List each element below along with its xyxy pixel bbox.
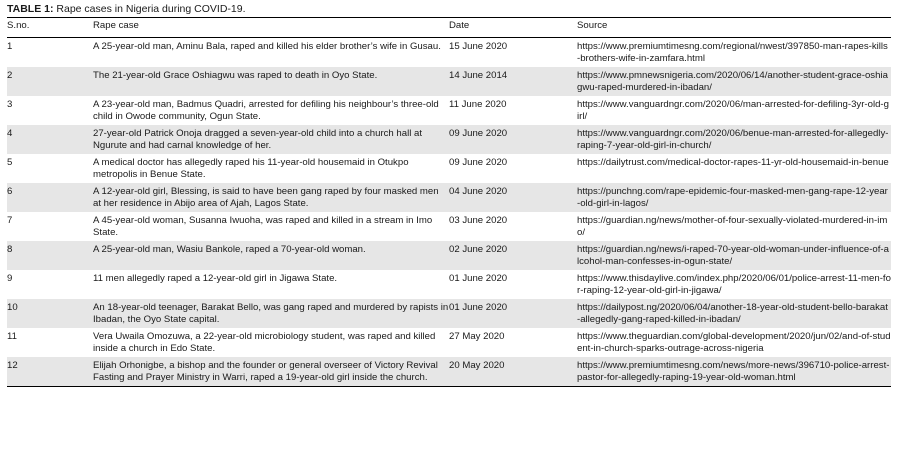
cell-rape-case: The 21-year-old Grace Oshiagwu was raped to death in Oyo State. (93, 70, 378, 81)
cell-rape-case: 27-year-old Patrick Onoja dragged a seven-year-old child into a church hall at Ngurute and had carnal knowledge of her. (93, 128, 423, 151)
header-rape-case: Rape case (93, 20, 139, 31)
cell-source: https://dailytrust.com/medical-doctor-rapes-11-yr-old-housemaid-in-benue (577, 157, 889, 168)
cell-date: 15 June 2020 (449, 41, 508, 52)
cell-date: 01 June 2020 (449, 273, 508, 284)
cell-sno: 5 (7, 157, 13, 168)
cell-sno: 6 (7, 186, 13, 197)
cell-source: https://www.pmnewsnigeria.com/2020/06/14/another-student-grace-oshiagwu-raped-murdered-in-ibadan/ (577, 70, 888, 93)
cell-source: https://guardian.ng/news/i-raped-70-year-old-woman-under-influence-of-alcohol-man-confesses-in-ogun-state/ (577, 244, 889, 267)
cell-sno: 11 (7, 331, 17, 342)
cell-sno: 12 (7, 360, 18, 371)
cell-source: https://www.premiumtimesng.com/news/more-news/396710-police-arrest-pastor-for-allegedly-raping-19-year-old-woman.html (577, 360, 890, 383)
cell-sno: 4 (7, 128, 13, 139)
rape-cases-table (7, 17, 891, 387)
cell-source: https://www.vanguardngr.com/2020/06/benue-man-arrested-for-allegedly-raping-7-year-old-girl-in-church/ (577, 128, 889, 151)
header-date: Date (449, 20, 470, 31)
cell-date: 01 June 2020 (449, 302, 508, 313)
cell-source: https://dailypost.ng/2020/06/04/another-18-year-old-student-bello-barakat-allegedly-gang-raped-killed-in-ibadan/ (577, 302, 888, 325)
cell-source: https://www.theguardian.com/global-development/2020/jun/02/and-of-student-in-church-sparks-outrage-across-nigeria (577, 331, 891, 354)
table-body (7, 38, 891, 387)
table-row (7, 125, 891, 154)
table-caption-text: Rape cases in Nigeria during COVID-19. (53, 3, 246, 15)
cell-date: 04 June 2020 (449, 186, 508, 197)
cell-sno: 10 (7, 302, 18, 313)
cell-source: https://guardian.ng/news/mother-of-four-sexually-violated-murdered-in-imo/ (577, 215, 888, 238)
cell-date: 03 June 2020 (449, 215, 508, 226)
cell-sno: 9 (7, 273, 13, 284)
table-caption-label: TABLE 1: (7, 3, 54, 15)
cell-rape-case: Elijah Orhonigbe, a bishop and the founder or general overseer of Victory Revival Fasting and Prayer Ministry in Warri, raped a 19-year-old girl inside the church. (93, 360, 438, 383)
table-row (7, 183, 891, 212)
cell-source: https://punchng.com/rape-epidemic-four-masked-men-gang-rape-12-year-old-girl-in-lagos/ (577, 186, 888, 209)
cell-rape-case: A 23-year-old man, Badmus Quadri, arrested for defiling his neighbour’s three-old child in Owode community, Ogun State. (93, 99, 439, 122)
table-row (7, 212, 891, 241)
table-row (7, 357, 891, 387)
cell-sno: 3 (7, 99, 13, 110)
table-row (7, 67, 891, 96)
cell-rape-case: A medical doctor has allegedly raped his 11-year-old housemaid in Otukpo metropolis in Benue State. (93, 157, 409, 180)
cell-rape-case: A 12-year-old girl, Blessing, is said to have been gang raped by four masked men at her residence in Abijo area of Ajah, Lagos State. (93, 186, 439, 209)
cell-sno: 1 (7, 41, 13, 52)
table-caption (7, 3, 891, 17)
table-row (7, 96, 891, 125)
cell-date: 09 June 2020 (449, 157, 508, 168)
cell-rape-case: 11 men allegedly raped a 12-year-old girl in Jigawa State. (93, 273, 338, 284)
table-row (7, 241, 891, 270)
cell-sno: 2 (7, 70, 13, 81)
table-row (7, 328, 891, 357)
cell-date: 27 May 2020 (449, 331, 505, 342)
table-container (7, 3, 891, 387)
cell-date: 09 June 2020 (449, 128, 508, 139)
cell-date: 11 June 2020 (449, 99, 507, 110)
cell-rape-case: An 18-year-old teenager, Barakat Bello, was gang raped and murdered by rapists in Ibadan, the Oyo State capital. (93, 302, 449, 325)
table-row (7, 299, 891, 328)
cell-sno: 8 (7, 244, 13, 255)
cell-rape-case: A 25-year-old man, Wasiu Bankole, raped a 70-year-old woman. (93, 244, 366, 255)
table-row (7, 270, 891, 299)
table-row (7, 154, 891, 183)
cell-source: https://www.vanguardngr.com/2020/06/man-arrested-for-defiling-3yr-old-girl/ (577, 99, 889, 122)
cell-source: https://www.premiumtimesng.com/regional/nwest/397850-man-rapes-kills-brothers-wife-in-zamfara.html (577, 41, 888, 64)
cell-date: 02 June 2020 (449, 244, 508, 255)
cell-sno: 7 (7, 215, 13, 226)
cell-source: https://www.thisdaylive.com/index.php/2020/06/01/police-arrest-11-men-for-raping-12-year-old-girl-in-jigawa/ (577, 273, 891, 296)
cell-rape-case: A 25-year-old man, Aminu Bala, raped and killed his elder brother’s wife in Gusau. (93, 41, 441, 52)
header-source: Source (577, 20, 608, 31)
header-row (7, 18, 891, 38)
cell-rape-case: Vera Uwaila Omozuwa, a 22-year-old microbiology student, was raped and killed inside a church in Edo State. (93, 331, 436, 354)
table-header (7, 18, 891, 38)
cell-rape-case: A 45-year-old woman, Susanna Iwuoha, was raped and killed in a stream in Imo State. (93, 215, 433, 238)
table-row (7, 38, 891, 68)
cell-date: 14 June 2014 (449, 70, 508, 81)
header-sno: S.no. (7, 20, 30, 31)
cell-date: 20 May 2020 (449, 360, 505, 371)
